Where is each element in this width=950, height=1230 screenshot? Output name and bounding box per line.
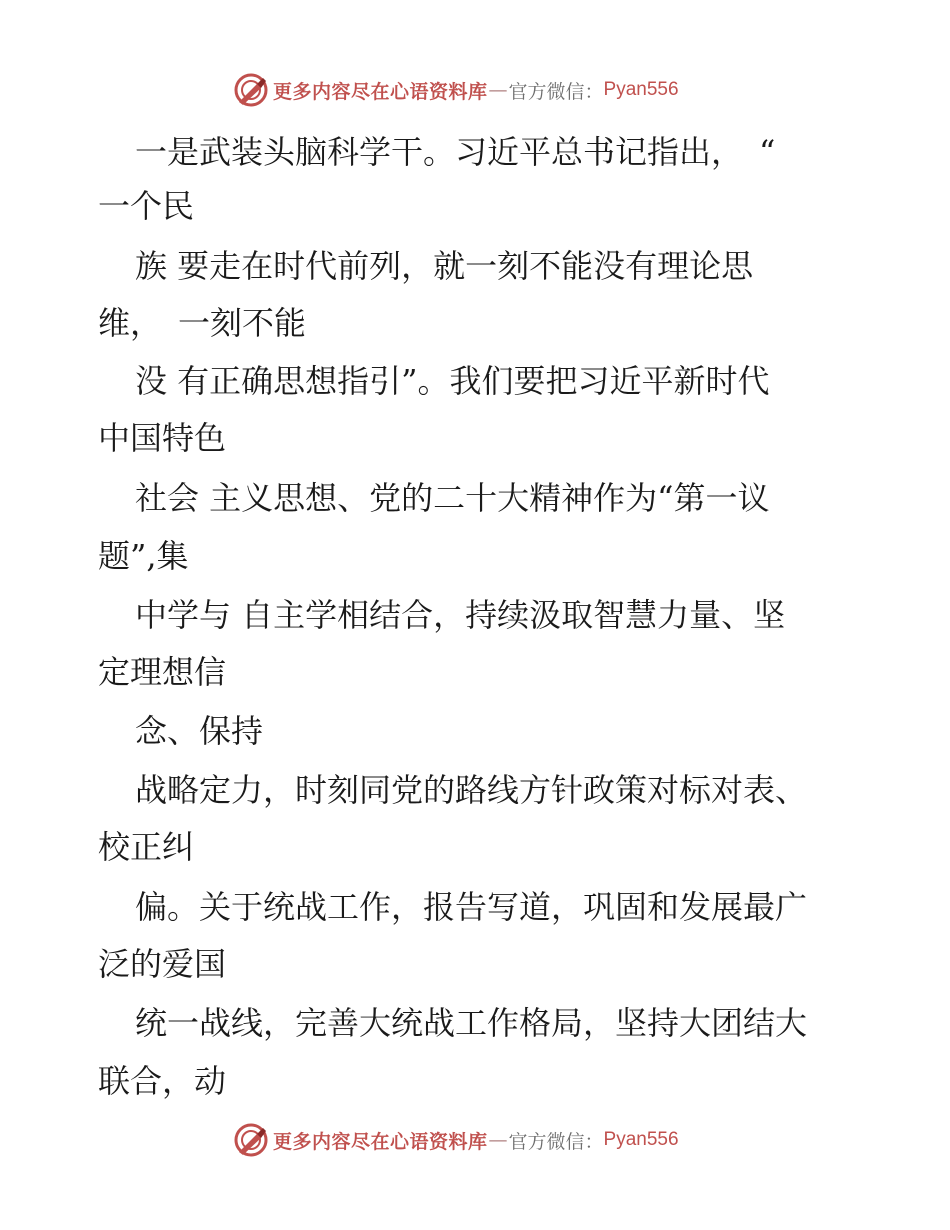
body-line: 没 有正确思想指引”。我们要把习近平新时代 (135, 362, 770, 400)
banner-wechat-handle: Pyan556 (603, 79, 679, 100)
body-line: 校正纠 (98, 828, 195, 866)
footer-banner (233, 1120, 679, 1160)
body-line: 念、保持 (135, 712, 264, 750)
body-line: 中国特色 (98, 419, 227, 457)
body-line: 题”,集 (98, 537, 189, 575)
body-line: 中学与 自主学相结合，持续汲取智慧力量、坚 (135, 596, 786, 634)
banner-dash: — (488, 1129, 508, 1151)
banner-dash: — (488, 79, 508, 101)
banner-brand-text: 更多内容尽在心语资料库 (273, 1130, 488, 1153)
body-line: 定理想信 (98, 653, 227, 691)
header-banner (233, 70, 679, 110)
body-line: 联合，动 (98, 1062, 227, 1100)
body-line: 维， 一刻不能 (98, 304, 307, 342)
body-line: 泛的爱国 (98, 945, 227, 983)
banner-brand-text: 更多内容尽在心语资料库 (273, 80, 488, 103)
banner-wechat-handle: Pyan556 (603, 1129, 679, 1150)
body-line: 族 要走在时代前列，就一刻不能没有理论思 (135, 247, 754, 285)
body-line: 社会 主义思想、党的二十大精神作为“第一议 (135, 479, 770, 517)
banner-wechat-label: 官方微信： (508, 80, 604, 103)
body-line: 统一战线，完善大统战工作格局，坚持大团结大 (135, 1004, 808, 1042)
body-line: 一个民 (98, 187, 195, 225)
pen-logo-icon (233, 72, 269, 108)
body-line: 战略定力，时刻同党的路线方针政策对标对表、 (135, 771, 808, 809)
pen-logo-icon (233, 1122, 269, 1158)
body-line: 偏。关于统战工作，报告写道，巩固和发展最广 (135, 888, 808, 926)
banner-wechat-label: 官方微信： (508, 1130, 604, 1153)
body-line: 一是武装头脑科学干。习近平总书记指出， “ (135, 133, 776, 171)
